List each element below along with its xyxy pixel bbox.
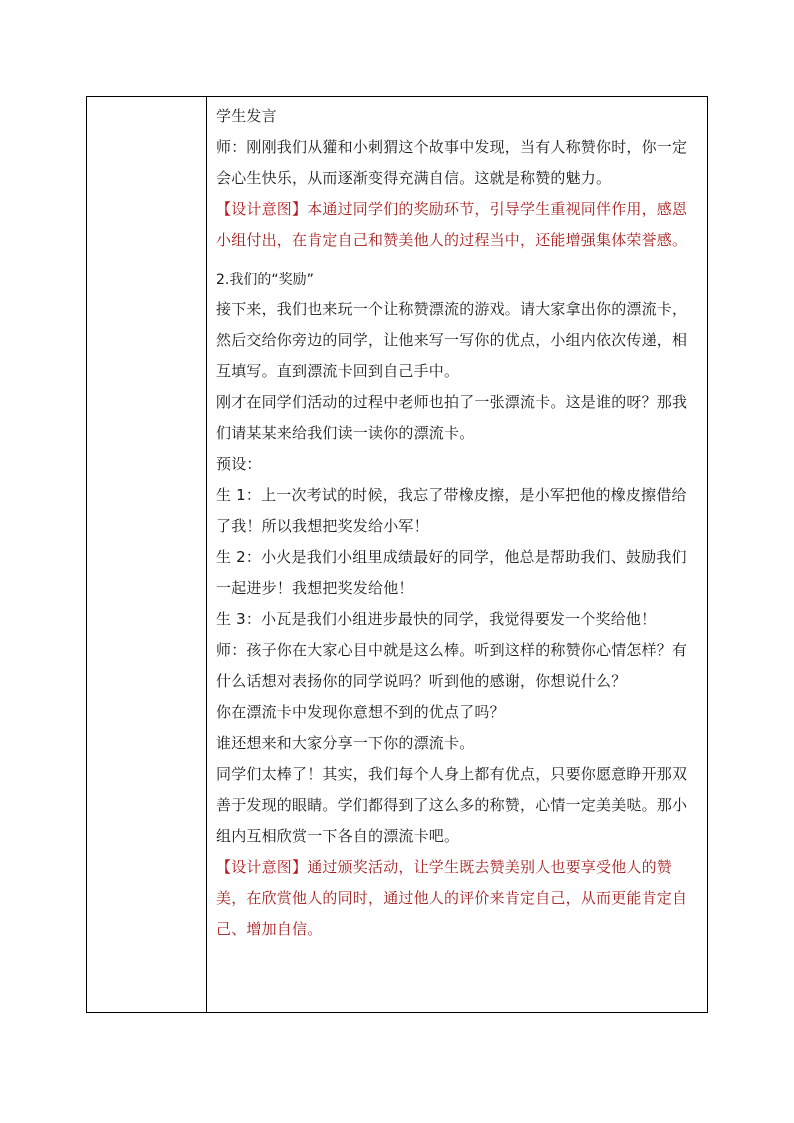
design-intent-tag: 【设计意图】 — [216, 858, 308, 876]
paragraph-teacher-charm: 师：刚刚我们从獾和小刺猬这个故事中发现，当有人称赞你时，你一定会心生快乐，从而逐渐变得充满自信。这就是称赞的魅力。 — [216, 138, 688, 187]
design-intent-text: 通过颁奖活动，让学生既去赞美别人也要享受他人的赞美，在欣赏他人的同时，通过他人的评价来肯定自己，从而更能肯定自己、增加自信。 — [216, 858, 688, 938]
design-intent-2 — [216, 852, 701, 945]
paragraph-share: 谁还想来和大家分享一下你的漂流卡。 — [216, 734, 475, 752]
paragraph-preset: 预设： — [216, 455, 262, 473]
paragraph-teacher-question: 师：孩子你在大家心目中就是这么棒。听到这样的称赞你心情怎样？有什么话想对表扬你的同学说吗？听到他的感谢，你想说什么？ — [216, 641, 688, 690]
section-heading-reward: 2.我们的“奖励” — [216, 272, 314, 288]
paragraph-student-1: 生 1：上一次考试的时候，我忘了带橡皮擦，是小军把他的橡皮擦借给了我！所以我想把奖发给小军！ — [216, 486, 687, 535]
paragraph-drift-game: 接下来，我们也来玩一个让称赞漂流的游戏。请大家拿出你的漂流卡，然后交给你旁边的同学，让他来写一写你的优点，小组内依次传递，相互填写。直到漂流卡回到自己手中。 — [216, 300, 688, 380]
paragraph-student-2: 生 2：小火是我们小组里成绩最好的同学，他总是帮助我们、鼓励我们一起进步！我想把奖发给他！ — [216, 548, 687, 597]
content-cell — [208, 97, 707, 1012]
left-column-cell — [87, 97, 207, 1012]
paragraph-student-3: 生 3：小瓦是我们小组进步最快的同学，我觉得要发一个奖给他！ — [216, 610, 657, 628]
design-intent-1 — [216, 194, 701, 256]
lesson-table — [86, 96, 708, 1013]
paragraph-well-done: 同学们太棒了！其实，我们每个人身上都有优点，只要你愿意睁开那双善于发现的眼睛。学们都得到了这么多的称赞，心情一定美美哒。那小组内互相欣赏一下各自的漂流卡吧。 — [216, 765, 688, 845]
design-intent-tag: 【设计意图】 — [216, 200, 308, 218]
spacer — [216, 256, 701, 266]
paragraph-teacher-photo: 刚才在同学们活动的过程中老师也拍了一张漂流卡。这是谁的呀？那我们请某某来给我们读一读你的漂流卡。 — [216, 393, 688, 442]
design-intent-text: 本通过同学们的奖励环节，引导学生重视同伴作用，感恩小组付出，在肯定自己和赞美他人的过程当中，还能增强集体荣誉感。 — [216, 200, 688, 249]
paragraph-student-speech: 学生发言 — [216, 107, 277, 125]
paragraph-unexpected-merit: 你在漂流卡中发现你意想不到的优点了吗？ — [216, 703, 505, 721]
